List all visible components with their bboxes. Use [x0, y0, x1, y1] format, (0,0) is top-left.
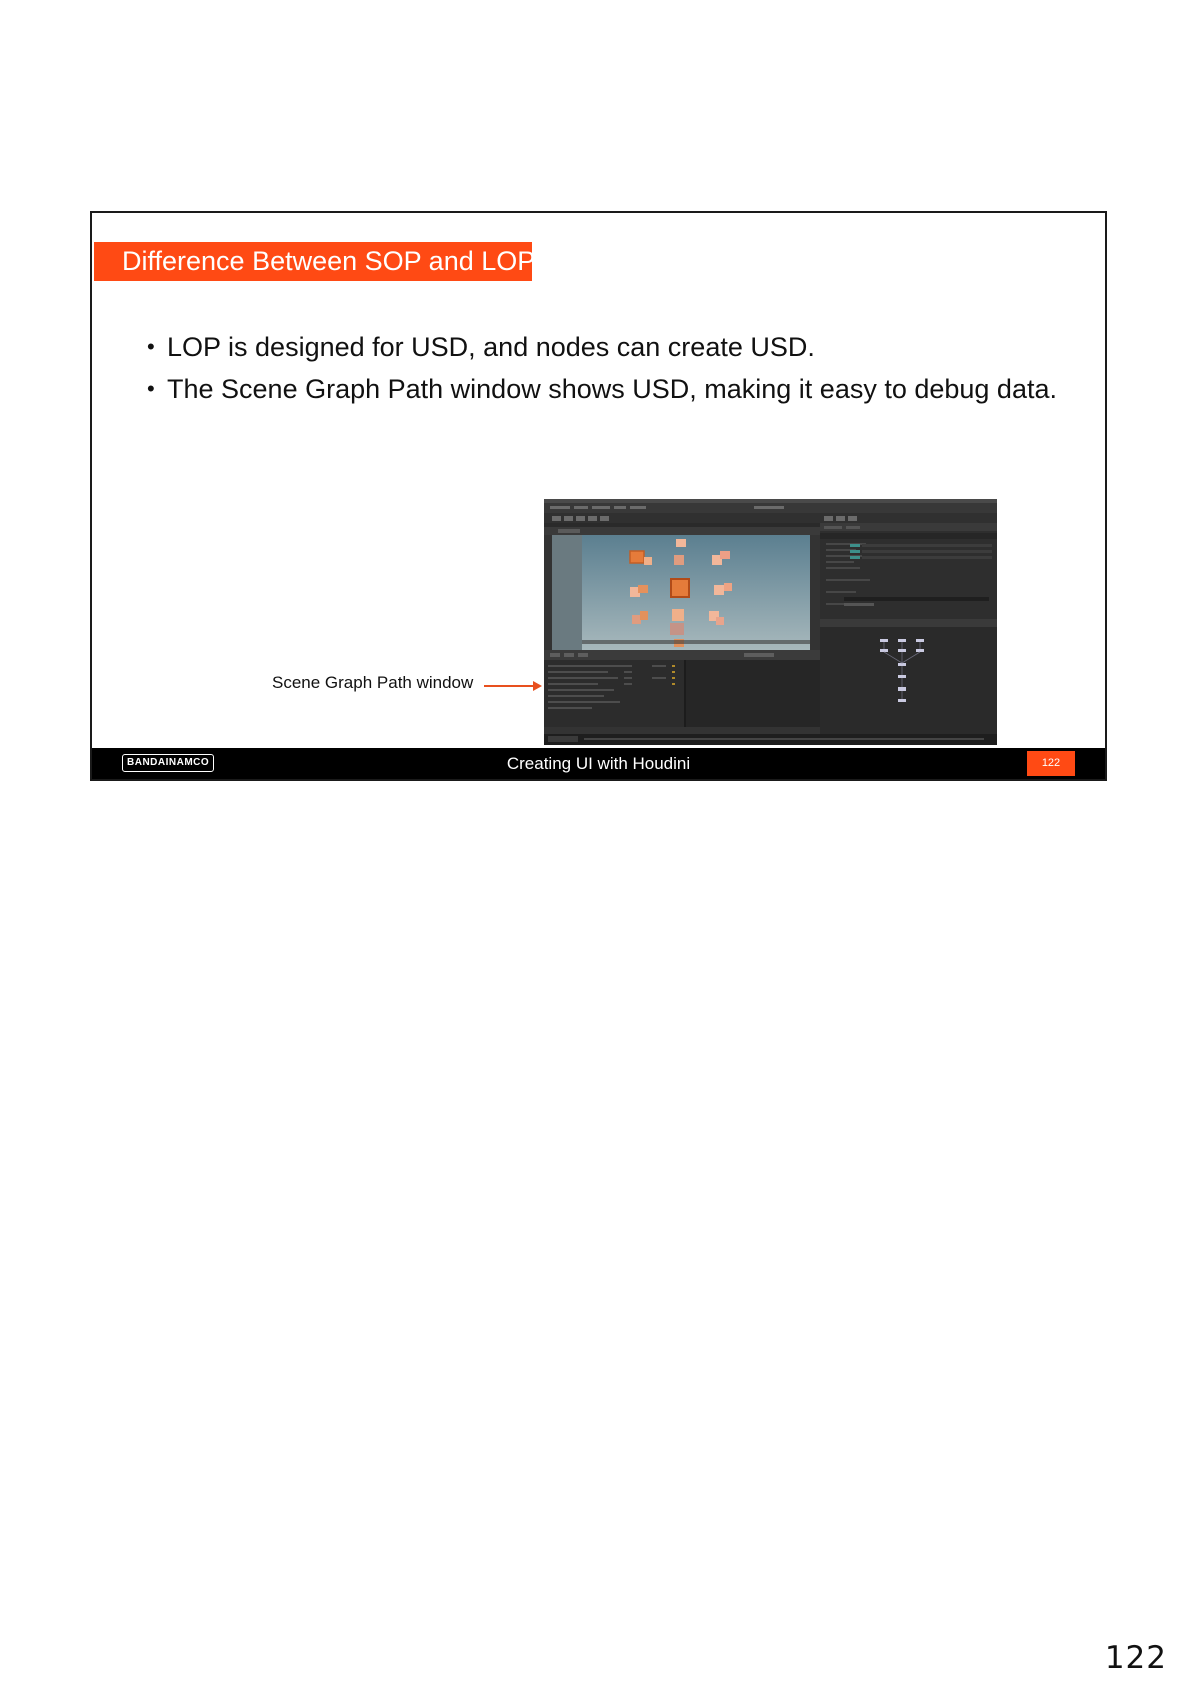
bullet-item: • The Scene Graph Path window shows USD, making it easy to debug data. [147, 368, 1057, 410]
houdini-screenshot [544, 499, 997, 745]
arrow-head-icon [533, 681, 542, 691]
footer-title: Creating UI with Houdini [506, 754, 691, 773]
bandainamco-logo: BANDAINAMCO [122, 754, 214, 772]
slide-number-badge: 122 [1027, 751, 1075, 776]
page-number: 122 [1104, 1640, 1167, 1676]
bullet-list [147, 326, 1057, 410]
slide-footer [92, 748, 1105, 779]
figure-caption: Scene Graph Path window [272, 673, 474, 692]
slide [90, 211, 1107, 781]
right-arrow-icon [484, 685, 534, 687]
houdini-screenshot-image [544, 499, 997, 745]
slide-title: Difference Between SOP and LOP [94, 242, 532, 281]
bullet-item: • LOP is designed for USD, and nodes can create USD. [147, 326, 1057, 368]
